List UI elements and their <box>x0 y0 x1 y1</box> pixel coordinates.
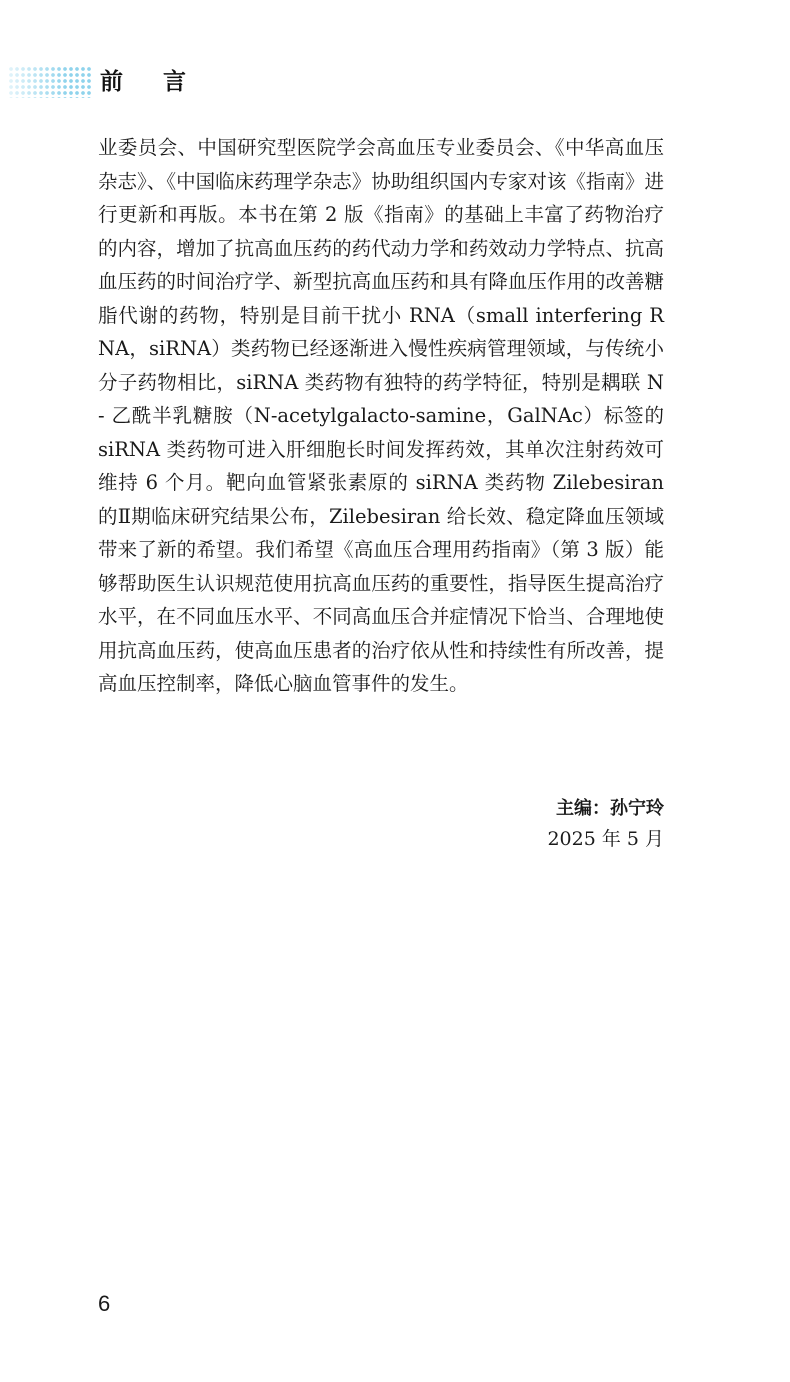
section-title: 前言 <box>100 69 226 95</box>
signature-block <box>547 794 664 854</box>
decorative-dot-pattern <box>8 66 92 98</box>
preface-paragraph: 业委员会、中国研究型医院学会高血压专业委员会、《中华高血压杂志》、《中国临床药理学杂志》协助组织国内专家对该《指南》进行更新和再版。本书在第 2 版《指南》的基础上丰富了药物治疗的内容，增加了抗高血压药的药代动力学和药效动力学特点、抗高血压药的时间治疗学、新型抗高血压药和具有降血压作用的改善糖脂代谢的药物，特别是目前干扰小 RNA（small interfering RNA，siRNA）类药物已经逐渐进入慢性疾病管理领域，与传统小分子药物相比，siRNA 类药物有独特的药学特征，特别是耦联 N- 乙酰半乳糖胺（N-acetylgalacto-samine，GalNAc）标签的 siRNA 类药物可进入肝细胞长时间发挥药效，其单次注射药效可维持 6 个月。靶向血管紧张素原的 siRNA 类药物 Zilebesiran 的Ⅱ期临床研究结果公布，Zilebesiran 给长效、稳定降血压领域带来了新的希望。我们希望《高血压合理用药指南》（第 3 版）能够帮助医生认识规范使用抗高血压药的重要性，指导医生提高治疗水平，在不同血压水平、不同高血压合并症情况下恰当、合理地使用抗高血压药，使高血压患者的治疗依从性和持续性有所改善，提高血压控制率，降低心脑血管事件的发生。 <box>98 136 664 695</box>
editor-credit: 主编：孙宁玲 <box>556 798 664 819</box>
publication-date: 2025 年 5 月 <box>547 828 664 850</box>
page-number: 6 <box>98 1291 111 1316</box>
page-header <box>0 60 790 104</box>
